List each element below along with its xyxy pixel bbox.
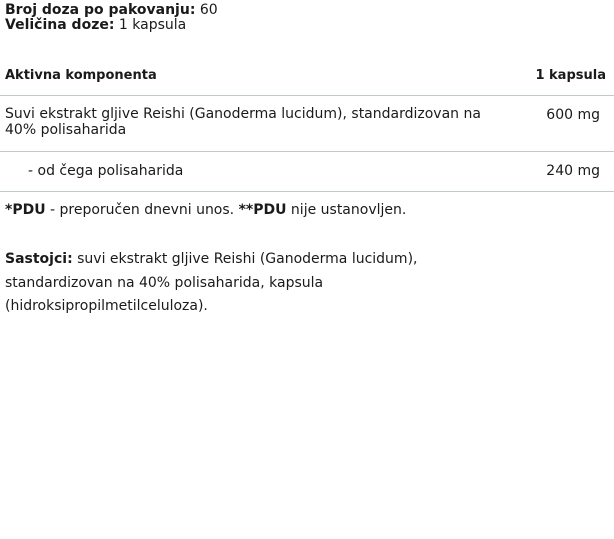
row-component: - od čega polisaharida [28, 163, 184, 179]
note-pdu2-text: nije ustanovljen. [286, 202, 407, 218]
doses-value: 60 [199, 2, 218, 18]
header-amount: 1 kapsula [535, 68, 606, 83]
row-amount: 600 mg [546, 107, 600, 123]
dose-size-value: 1 kapsula [118, 17, 187, 33]
ingredients-label: Sastojci: [5, 251, 73, 267]
doses-per-package [5, 3, 218, 18]
table-row [0, 152, 614, 192]
product-meta [5, 3, 218, 33]
dose-size-label: Veličina doze: [5, 17, 115, 33]
dose-size [5, 18, 218, 33]
row-component: Suvi ekstrakt gljive Reishi (Ganoderma lucidum), standardizovan na 40% polisaharida [5, 106, 481, 138]
note-pdu-bold: *PDU [5, 202, 46, 218]
table-header [0, 60, 614, 96]
table-row [0, 96, 614, 152]
doses-label: Broj doza po pakovanju: [5, 2, 196, 18]
note-pdu-text: - preporučen dnevni unos. [45, 202, 239, 218]
ingredients [5, 248, 475, 319]
note-pdu2-bold: **PDU [238, 202, 287, 218]
row-amount: 240 mg [546, 163, 600, 179]
header-component: Aktivna komponenta [5, 68, 157, 83]
composition-table [0, 60, 614, 192]
ingredients-text: suvi ekstrakt gljive Reishi (Ganoderma lucidum), standardizovan na 40% polisaharida, kapsula (hidroksipropilmetilceluloza). [5, 251, 418, 314]
pdu-note [5, 202, 406, 218]
